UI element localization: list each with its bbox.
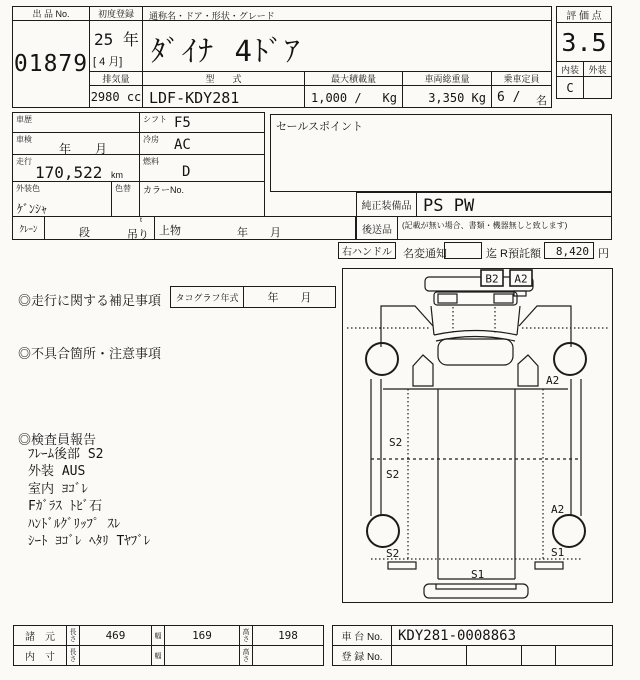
inspector-report-item: ﾌﾚｰﾑ後部 S2	[28, 447, 104, 462]
registration-no-label: 登 録 No.	[332, 645, 392, 666]
inner-width-label: 幅	[151, 645, 165, 666]
crane-ton-unit: t	[140, 217, 142, 224]
aircon-label: 冷房	[143, 135, 159, 144]
mileage-value: 170,522	[35, 163, 103, 182]
crane-stages-label: 段	[79, 227, 90, 239]
displacement-value: 2980 cc	[89, 85, 143, 108]
history-label: 車歴	[16, 115, 32, 124]
chassis-no-label: 車 台 No.	[332, 625, 392, 646]
yen-unit: 円	[598, 248, 609, 260]
inspector-report-item: 室内 ﾖｺﾞﾚ	[28, 481, 88, 497]
displacement-label: 排気量	[89, 71, 143, 86]
gross-weight-label: 車両総重量	[402, 71, 492, 86]
exterior-grade-label: 外装	[583, 61, 612, 77]
mileage-note-title: ◎走行に関する補足事項	[18, 293, 162, 308]
first-registration-label: 初度登録	[89, 6, 143, 21]
color-no-label: カラーNo.	[143, 185, 185, 195]
rear-corner-right	[535, 562, 563, 569]
chassis-no-value: KDY281-0008863	[391, 625, 613, 646]
damage-label-front-b2: B2	[485, 272, 499, 286]
spec-height-value: 198	[252, 625, 324, 646]
oem-equipment-label: 純正装備品	[356, 192, 417, 217]
right-quarter-panel	[518, 355, 538, 386]
model-code-label: 型 式	[142, 71, 305, 86]
max-load-label: 最大積載量	[304, 71, 403, 86]
capacity-unit: 名	[536, 95, 547, 107]
headlight-left	[438, 294, 457, 303]
inner-width-value	[164, 645, 240, 666]
shift-value: F5	[174, 115, 191, 131]
shift-label: シフト	[143, 115, 167, 124]
windshield	[438, 339, 513, 365]
lot-number-value: 01879	[12, 20, 90, 108]
inspector-report-item: ﾊﾝﾄﾞﾙｸﾞﾘｯﾌﾟ ｽﾚ	[28, 516, 121, 532]
first-registration-month: [ 4 月]	[93, 56, 123, 68]
mileage-unit: km	[111, 170, 123, 180]
interior-grade-label: 内装	[556, 61, 584, 77]
damage-label-right-rear-a2: A2	[551, 503, 565, 516]
inspection-value: 年 月	[59, 142, 108, 155]
tachograph-year-label: タコグラフ年式	[170, 286, 244, 308]
spec-length-value: 469	[79, 625, 152, 646]
spec-row-label: 諸 元	[13, 625, 67, 646]
length-label: 長さ	[66, 625, 80, 646]
front-wheel-left	[366, 343, 398, 375]
registration-cell-2	[466, 645, 522, 666]
capacity-value: 6 /	[497, 90, 521, 105]
inspection-label: 車検	[16, 135, 32, 144]
superstructure-label: 上物	[159, 225, 181, 237]
gross-weight-value: 3,350 Kg	[402, 85, 492, 108]
repaint-label: 色替	[115, 184, 131, 193]
score-value: 3.5	[556, 22, 612, 62]
rear-bumper	[424, 584, 528, 598]
lot-number-label: 出 品 No.	[12, 6, 90, 21]
inspector-report-item: Fｶﾞﾗｽ ﾄﾋﾞ石	[28, 499, 103, 515]
first-registration-year: 25 年	[94, 30, 139, 49]
cowl-curve	[434, 331, 517, 336]
rear-wheel-right	[553, 515, 585, 547]
rename-notice-value	[444, 242, 482, 259]
width-label: 幅	[151, 625, 165, 646]
fuel-value: D	[182, 164, 191, 180]
damage-label-rear-right-s1: S1	[551, 546, 565, 559]
fuel-label: 燃料	[143, 157, 159, 166]
body-color-label: 外装色	[16, 184, 40, 193]
tachograph-year-value: 年 月	[243, 286, 336, 308]
vehicle-name-value: ﾀﾞｲﾅ 4ﾄﾞｱ	[151, 34, 302, 68]
steering-position-badge: 右ハンドル	[338, 242, 396, 259]
aircon-value: AC	[174, 137, 191, 153]
inner-length-value	[79, 645, 152, 666]
model-code-value: LDF-KDY281	[142, 85, 305, 108]
inner-dims-row-label: 内 寸	[13, 645, 67, 666]
inner-height-value	[252, 645, 324, 666]
damage-label-bed-left-s2-lower: S2	[386, 468, 400, 481]
defects-title: ◎不具合箇所・注意事項	[18, 346, 162, 361]
score-label: 評 価 点	[556, 6, 612, 23]
inspector-report-item: 外装 AUS	[28, 464, 86, 480]
body-color-value: ｹﾞﾝｼｬ	[17, 202, 48, 216]
height-label: 高さ	[239, 625, 253, 646]
damage-label-rear-center-s1: S1	[471, 568, 485, 581]
damage-diagram-box	[342, 268, 613, 603]
rename-notice-label: 名変通知	[403, 248, 447, 260]
cab-left-edge	[431, 306, 434, 335]
right-fender	[519, 306, 571, 347]
crane-label: ｸﾚｰﾝ	[12, 216, 45, 240]
inner-length-label: 長さ	[66, 645, 80, 666]
superstructure-year-month: 年 月	[237, 227, 281, 239]
max-load-unit: Kg	[382, 91, 397, 105]
registration-cell-1	[391, 645, 467, 666]
spec-width-value: 169	[164, 625, 240, 646]
crane-lift-label: 吊り	[127, 229, 149, 240]
front-wheel-right	[554, 343, 586, 375]
damage-label-front-a2: A2	[514, 272, 528, 286]
until-label: 迄	[486, 248, 497, 260]
sales-point-label: セールスポイント	[276, 121, 364, 133]
inspector-report-list	[28, 446, 318, 550]
rear-corner-left	[388, 562, 416, 569]
damage-label-rear-left-s2: S2	[386, 547, 400, 560]
later-shipment-label: 後送品	[356, 216, 398, 240]
exterior-grade-value	[583, 76, 612, 99]
vehicle-name-label: 通称名・ドア・形状・グレード	[142, 6, 552, 21]
left-fender	[381, 306, 433, 347]
inspector-report-item: ｼｰﾄ ﾖｺﾞﾚ ﾍﾀﾘ Tﾔﾌﾞﾚ	[28, 533, 151, 549]
damage-label-right-front-a2: A2	[546, 374, 560, 387]
inner-height-label: 高さ	[239, 645, 253, 666]
oem-equipment-value: PS PW	[416, 192, 612, 217]
registration-cell-3	[521, 645, 556, 666]
rear-wheel-left	[367, 515, 399, 547]
registration-cell-4	[555, 645, 613, 666]
capacity-label: 乗車定員	[491, 71, 552, 86]
headlight-right	[494, 294, 513, 303]
left-quarter-panel	[413, 355, 433, 386]
damage-label-bed-left-s2-upper: S2	[389, 436, 403, 449]
recycle-deposit-label: R預託額	[500, 248, 541, 260]
interior-grade-value: C	[556, 76, 584, 99]
mileage-label: 走行	[16, 157, 32, 166]
later-shipment-note: (記載が無い場合、書類・機器無しと致します)	[402, 221, 568, 230]
max-load-value: 1,000 /	[311, 91, 362, 105]
inspector-report-title: ◎検査員報告	[18, 432, 97, 447]
recycle-deposit-value: 8,420	[544, 242, 594, 259]
vehicle-diagram	[343, 269, 612, 602]
